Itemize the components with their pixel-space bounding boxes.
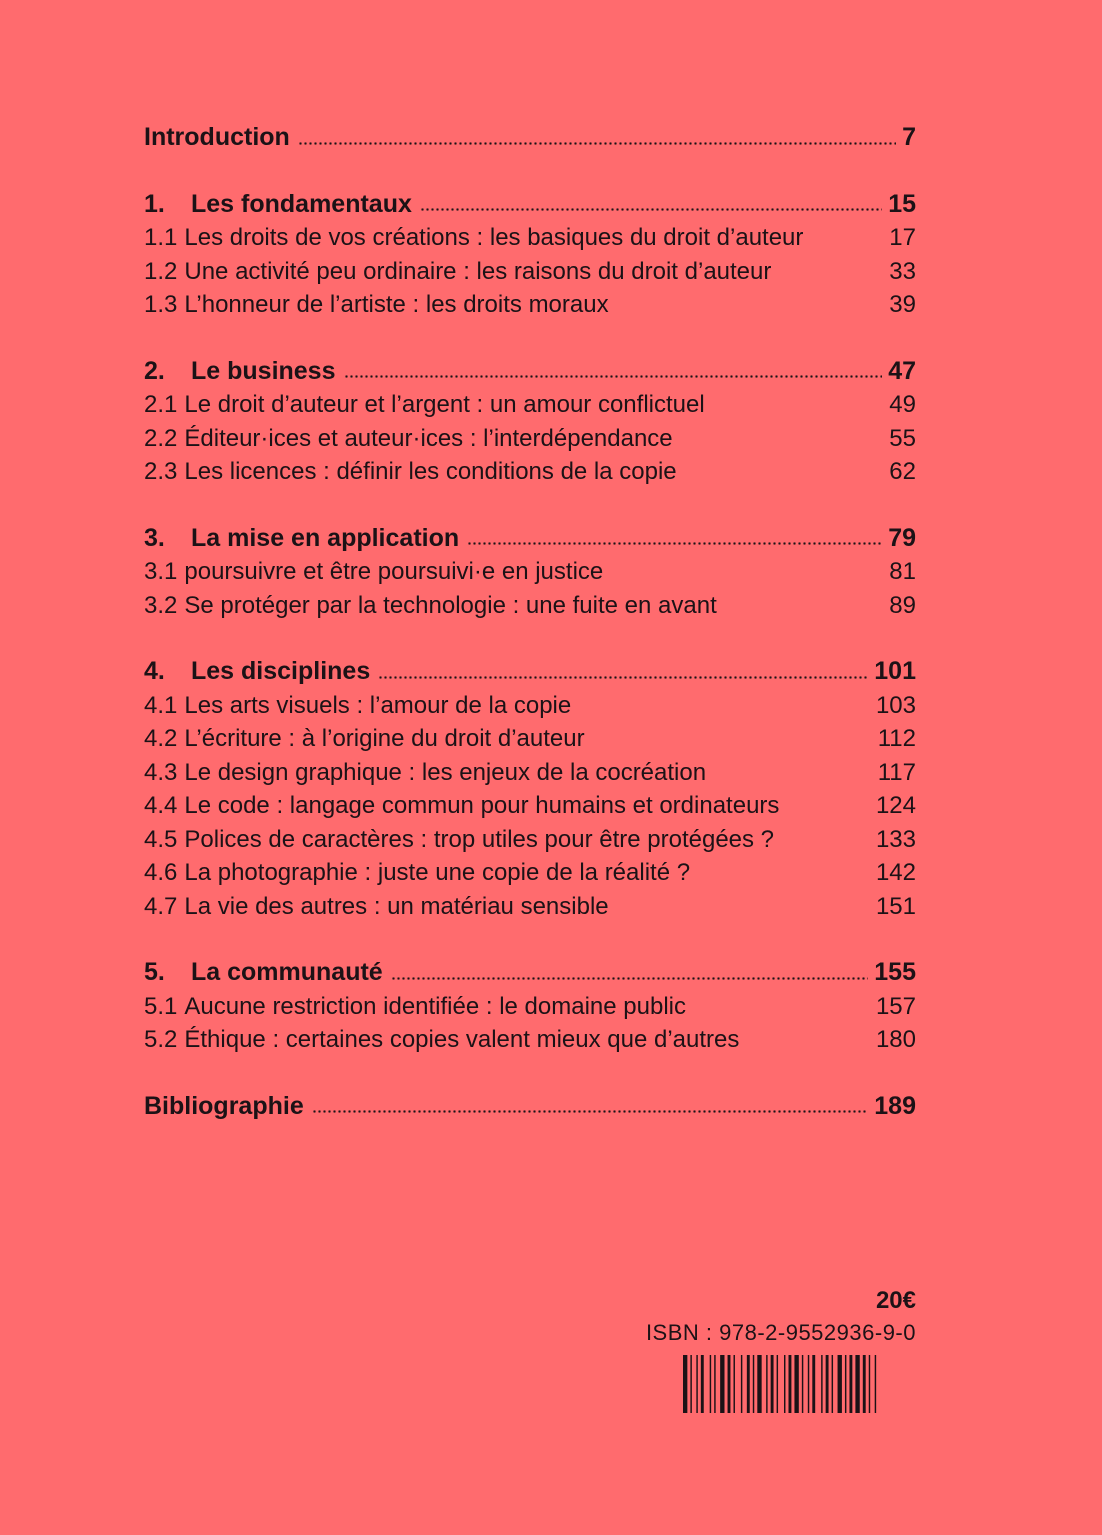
barcode-bar — [838, 1355, 842, 1413]
toc-chapter — [144, 121, 916, 155]
toc-page-number: 15 — [888, 189, 916, 218]
toc-title: Introduction — [144, 123, 290, 151]
toc-title: Bibliographie — [144, 1091, 304, 1120]
toc-page-number: 151 — [875, 892, 916, 920]
toc-page-number: 112 — [877, 725, 916, 752]
barcode-bar — [696, 1355, 697, 1413]
toc-page-number: 103 — [875, 691, 916, 719]
toc-title: Se protéger par la technologie : une fuite en avant — [184, 591, 717, 619]
toc-section — [144, 990, 916, 1024]
toc-title: L’écriture : à l’origine du droit d’auteur — [184, 725, 585, 752]
toc-title: Éditeur·ices et auteur·ices : l’interdépendance — [184, 424, 673, 452]
isbn: ISBN : 978-2-9552936-9-0 — [645, 1320, 916, 1345]
toc-page-number: 155 — [874, 958, 916, 986]
toc-number: 1.3 — [144, 291, 178, 318]
toc-title: poursuivre et être poursuivi·e en justice — [184, 558, 604, 585]
toc-section — [144, 221, 916, 255]
toc-section — [144, 756, 916, 790]
toc-title: Les droits de vos créations : les basiques du droit d’auteur — [184, 224, 804, 251]
toc-title: Le code : langage commun pour humains et ordinateurs — [184, 792, 780, 819]
barcode-bar — [794, 1355, 798, 1413]
toc-title: Les fondamentaux — [191, 189, 412, 218]
barcode-bar — [734, 1355, 735, 1413]
barcode-bar — [784, 1355, 785, 1413]
barcode-bar — [832, 1355, 833, 1413]
toc-chapter — [144, 655, 916, 689]
barcode-bar — [863, 1355, 866, 1413]
dot-leader — [467, 542, 882, 545]
toc-title: Les licences : définir les conditions de la copie — [184, 458, 677, 485]
dot-leader — [420, 208, 882, 211]
toc-section — [144, 255, 916, 289]
toc-number: 4.4 — [144, 792, 178, 819]
price: 20€ — [875, 1287, 916, 1314]
toc-section — [144, 455, 916, 489]
barcode-bar — [869, 1355, 870, 1413]
barcode-bar — [766, 1355, 767, 1413]
barcode-bar — [714, 1355, 715, 1413]
toc-number: 4.2 — [144, 725, 178, 752]
toc-page-number: 124 — [875, 792, 916, 819]
toc-page-number: 62 — [889, 458, 916, 485]
toc-number: 4.3 — [144, 758, 178, 786]
toc-page-number: 33 — [889, 257, 916, 285]
toc-page-number: 7 — [902, 123, 916, 151]
toc-page-number: 142 — [875, 859, 916, 886]
toc-page-number: 189 — [874, 1091, 916, 1120]
toc-title: La mise en application — [191, 523, 460, 552]
toc-section — [144, 589, 916, 623]
dot-leader — [298, 142, 896, 145]
toc-section — [144, 890, 916, 924]
toc-title: Le droit d’auteur et l’argent : un amour conflictuel — [184, 391, 705, 418]
barcode-bar — [741, 1355, 742, 1413]
toc-title: L’honneur de l’artiste : les droits moraux — [184, 291, 609, 318]
toc-page-number: 39 — [889, 291, 916, 318]
toc-section — [144, 823, 916, 857]
table-of-contents — [144, 121, 916, 1123]
dot-leader — [312, 1110, 869, 1113]
toc-chapter — [144, 522, 916, 556]
toc-number: 3.2 — [144, 591, 178, 619]
barcode-bar — [720, 1355, 724, 1413]
dot-leader — [391, 977, 869, 980]
barcode-bar — [789, 1355, 792, 1413]
toc-title: Aucune restriction identifiée : le domaine public — [184, 992, 686, 1020]
barcode-bar — [690, 1355, 691, 1413]
toc-number: 1.2 — [144, 257, 178, 285]
toc-page-number: 17 — [889, 224, 916, 251]
toc-section — [144, 722, 916, 756]
toc-page-number: 55 — [889, 424, 916, 452]
toc-section — [144, 422, 916, 456]
toc-page-number: 81 — [889, 558, 916, 585]
toc-chapter — [144, 188, 916, 222]
toc-chapter — [144, 355, 916, 389]
toc-page-number: 79 — [888, 523, 916, 552]
barcode-bar — [855, 1355, 859, 1413]
toc-page-number: 49 — [889, 391, 916, 418]
barcode-bar — [821, 1355, 822, 1413]
toc-number: 5. — [144, 958, 165, 986]
toc-page-number: 47 — [888, 356, 916, 385]
toc-page-number: 117 — [877, 758, 916, 786]
toc-number: 2. — [144, 356, 165, 385]
toc-title: Le design graphique : les enjeux de la cocréation — [184, 758, 707, 786]
toc-number: 4.1 — [144, 691, 178, 719]
toc-title: Les disciplines — [191, 657, 371, 685]
barcode-bar — [849, 1355, 852, 1413]
toc-number: 2.1 — [144, 391, 178, 418]
barcode-bar — [802, 1355, 803, 1413]
barcode-bar — [875, 1355, 876, 1413]
barcode-bar — [701, 1355, 704, 1413]
toc-section — [144, 689, 916, 723]
toc-title: La communauté — [191, 958, 383, 986]
barcode-bar — [808, 1355, 809, 1413]
toc-number: 4.6 — [144, 859, 178, 886]
toc-chapter — [144, 956, 916, 990]
toc-section — [144, 789, 916, 823]
toc-section — [144, 288, 916, 322]
toc-number: 2.3 — [144, 458, 178, 485]
dot-leader — [378, 676, 868, 679]
barcode-bar — [771, 1355, 774, 1413]
toc-number: 3. — [144, 523, 165, 552]
toc-number: 4.5 — [144, 825, 178, 853]
barcode-bar — [845, 1355, 846, 1413]
barcode-bar — [753, 1355, 754, 1413]
toc-number: 2.2 — [144, 424, 178, 452]
toc-number: 5.1 — [144, 992, 178, 1020]
barcode-icon — [683, 1355, 916, 1413]
toc-section — [144, 388, 916, 422]
toc-page-number: 157 — [875, 992, 916, 1020]
dot-leader — [344, 375, 883, 378]
toc-title: La vie des autres : un matériau sensible — [184, 892, 609, 920]
barcode-bar — [826, 1355, 829, 1413]
toc-number: 3.1 — [144, 558, 178, 585]
toc-number: 1. — [144, 189, 165, 218]
barcode-bar — [710, 1355, 711, 1413]
barcode-bar — [728, 1355, 731, 1413]
toc-title: Le business — [191, 356, 336, 385]
toc-section — [144, 1023, 916, 1057]
toc-section — [144, 856, 916, 890]
toc-page-number: 133 — [875, 825, 916, 853]
toc-title: Une activité peu ordinaire : les raisons du droit d’auteur — [184, 257, 772, 285]
toc-title: Éthique : certaines copies valent mieux que d’autres — [184, 1026, 740, 1053]
toc-number: 5.2 — [144, 1026, 178, 1053]
barcode-bar — [683, 1355, 687, 1413]
toc-title: Les arts visuels : l’amour de la copie — [184, 691, 572, 719]
barcode-bar — [812, 1355, 815, 1413]
toc-number: 4.7 — [144, 892, 178, 920]
toc-title: Polices de caractères : trop utiles pour être protégées ? — [184, 825, 775, 853]
toc-page-number: 180 — [875, 1026, 916, 1053]
toc-page-number: 89 — [889, 591, 916, 619]
toc-page-number: 101 — [874, 657, 916, 685]
toc-number: 1.1 — [144, 224, 178, 251]
toc-title: La photographie : juste une copie de la réalité ? — [184, 859, 691, 886]
toc-section — [144, 555, 916, 589]
toc-chapter — [144, 1090, 916, 1124]
barcode-bar — [757, 1355, 761, 1413]
barcode-bar — [747, 1355, 750, 1413]
toc-number: 4. — [144, 657, 165, 685]
barcode-bar — [777, 1355, 778, 1413]
